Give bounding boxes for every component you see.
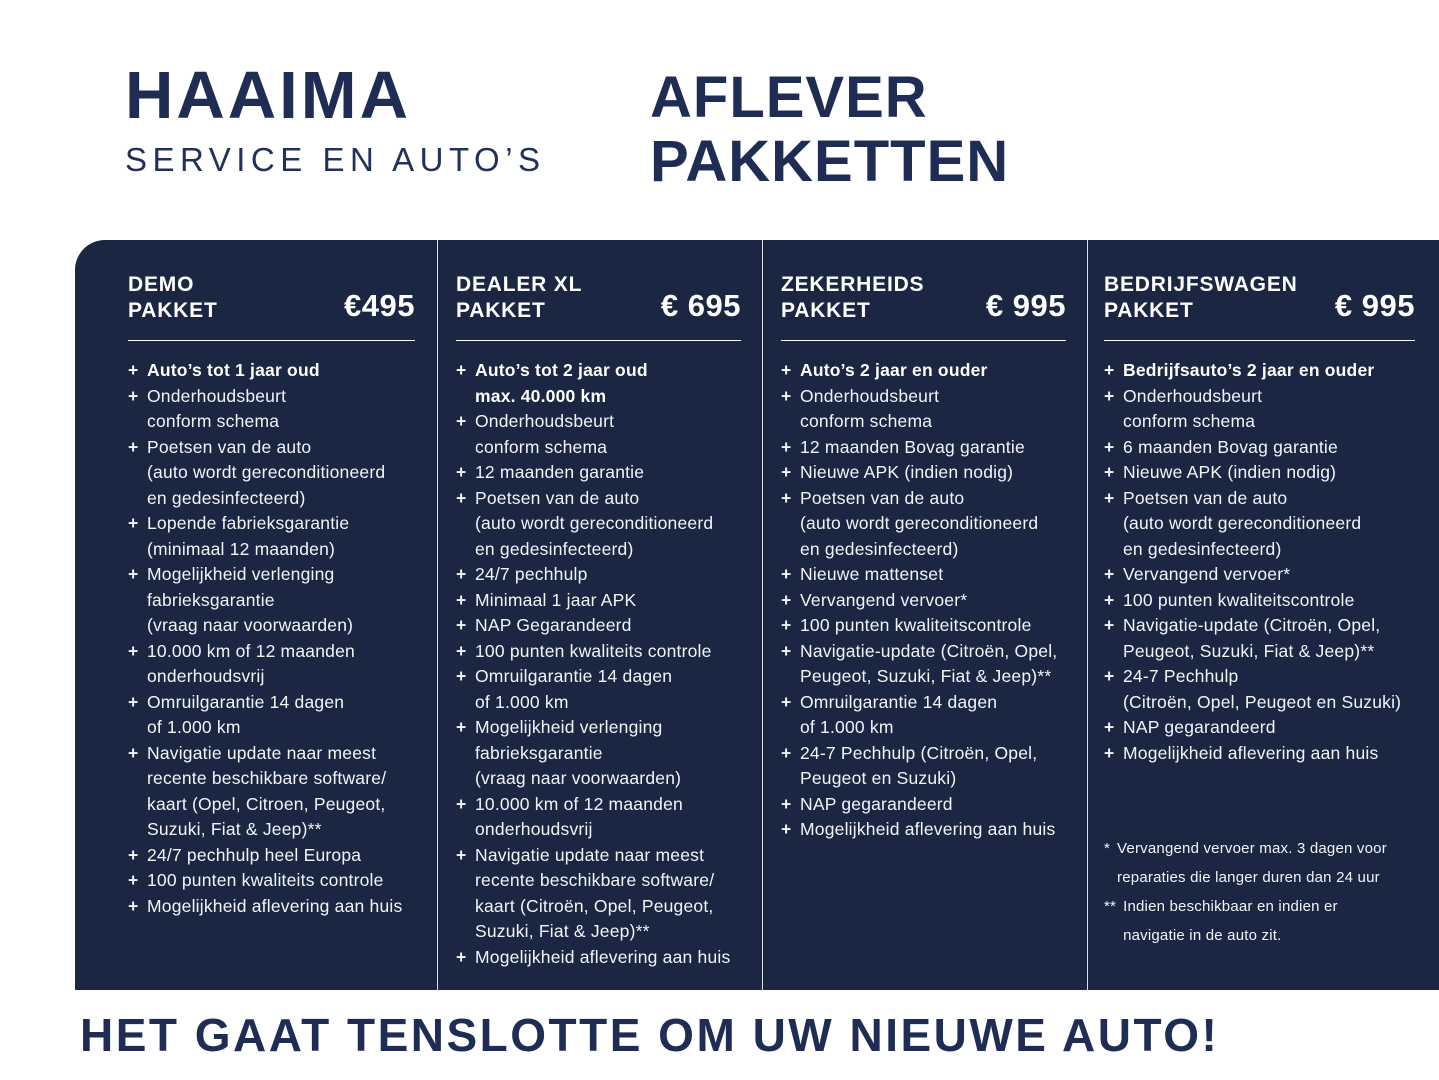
package-item-text: Navigatie-update (Citroën, Opel, Peugeot, Suzuki, Fiat & Jeep)** (800, 640, 1058, 686)
package-item-text: NAP Gegarandeerd (475, 615, 632, 635)
asterisk-marker: ** (1104, 898, 1117, 915)
package-header (1104, 272, 1415, 341)
package-item (456, 613, 741, 639)
plus-marker: + (781, 640, 792, 661)
package-item-text: 24-7 Pechhulp (Citroën, Opel, Peugeot en Suzuki) (1123, 666, 1402, 712)
package-title-line1: DEMO (128, 273, 195, 296)
package-item (128, 843, 415, 869)
package-title (1104, 272, 1298, 324)
plus-marker: + (1104, 615, 1115, 635)
package-item-text: NAP gegarandeerd (1123, 717, 1276, 737)
package-item-text: Vervangend vervoer* (1123, 564, 1291, 584)
plus-marker: + (456, 411, 467, 431)
package-item (128, 741, 415, 843)
plus-marker: + (1104, 360, 1115, 380)
package-item (456, 358, 741, 409)
package-item-text: 100 punten kwaliteits controle (147, 870, 384, 890)
package-item-text: Mogelijkheid aflevering aan huis (147, 895, 403, 916)
package-item (781, 588, 1066, 614)
package-item (456, 409, 741, 460)
plus-marker: + (781, 564, 792, 584)
package-item (128, 511, 415, 562)
package-item (781, 639, 1066, 690)
package-item-text: 10.000 km of 12 maanden onderhoudsvrij (147, 640, 355, 686)
package-item-text: Onderhoudsbeurt conform schema (147, 385, 287, 431)
footnote (1104, 892, 1415, 950)
package-item-text: Bedrijfsauto’s 2 jaar en ouder (1123, 360, 1375, 380)
package-column-dealer-xl (437, 240, 762, 990)
package-title-line2: PAKKET (781, 299, 871, 322)
plus-marker: + (128, 844, 139, 865)
package-item-text: Auto’s tot 2 jaar oud max. 40.000 km (475, 360, 648, 406)
package-item (128, 639, 415, 690)
package-item-text: Auto’s 2 jaar en ouder (800, 360, 988, 380)
plus-marker: + (781, 385, 792, 406)
plus-marker: + (1104, 462, 1115, 482)
package-item (456, 460, 741, 486)
package-item-text: Auto’s tot 1 jaar oud (147, 360, 320, 380)
package-item (1104, 358, 1415, 384)
package-header (128, 272, 415, 341)
package-item-text: Mogelijkheid aflevering aan huis (800, 819, 1056, 839)
plus-marker: + (456, 717, 467, 737)
plus-marker: + (456, 946, 467, 967)
package-item-list (128, 358, 415, 919)
plus-marker: + (1104, 487, 1115, 508)
package-item-text: Mogelijkheid verlenging fabrieksgarantie (vraag naar voorwaarden) (147, 564, 354, 635)
plus-marker: + (781, 819, 792, 839)
package-item-text: Mogelijkheid aflevering aan huis (475, 946, 731, 967)
package-item (1104, 741, 1415, 767)
package-item (1104, 664, 1415, 715)
package-item (781, 486, 1066, 563)
plus-marker: + (781, 487, 792, 508)
package-item-text: Navigatie-update (Citroën, Opel, Peugeot, Suzuki, Fiat & Jeep)** (1123, 615, 1381, 661)
package-item (456, 639, 741, 665)
package-item (456, 562, 741, 588)
package-item (128, 868, 415, 894)
package-item-text: 10.000 km of 12 maanden onderhoudsvrij (475, 793, 683, 839)
plus-marker: + (1104, 436, 1115, 457)
package-column-bedrijfswagen (1087, 240, 1439, 990)
package-item (781, 460, 1066, 486)
page-title (650, 66, 1009, 194)
footnote (1104, 834, 1415, 892)
plus-marker: + (456, 487, 467, 508)
package-price: € 695 (660, 288, 741, 323)
package-column-zekerheids (762, 240, 1087, 990)
plus-marker: + (456, 564, 467, 584)
package-item (456, 588, 741, 614)
package-item-text: Nieuwe APK (indien nodig) (800, 462, 1014, 482)
plus-marker: + (781, 360, 792, 380)
package-item-text: Poetsen van de auto (auto wordt gereconditioneerd en gedesinfecteerd) (1123, 487, 1362, 559)
package-item-text: 24/7 pechhulp heel Europa (147, 844, 362, 865)
plus-marker: + (128, 436, 139, 457)
plus-marker: + (456, 666, 467, 686)
package-item-text: Poetsen van de auto (auto wordt gereconditioneerd en gedesinfecteerd) (147, 436, 386, 508)
package-item (781, 690, 1066, 741)
plus-marker: + (1104, 385, 1115, 406)
package-item (781, 358, 1066, 384)
package-item (128, 384, 415, 435)
plus-marker: + (456, 589, 467, 610)
package-item-list (1104, 358, 1415, 766)
footnotes (1104, 834, 1415, 950)
package-item (456, 945, 741, 971)
package-item-text: 24/7 pechhulp (475, 564, 588, 584)
package-item-text: Poetsen van de auto (auto wordt gereconditioneerd en gedesinfecteerd) (800, 487, 1039, 559)
plus-marker: + (128, 640, 139, 661)
package-item-list (781, 358, 1066, 843)
package-item (781, 562, 1066, 588)
brand-logo (125, 58, 650, 178)
package-item-text: 6 maanden Bovag garantie (1123, 436, 1338, 457)
package-item-text: 24-7 Pechhulp (Citroën, Opel, Peugeot en Suzuki) (800, 742, 1038, 788)
plus-marker: + (456, 462, 467, 482)
page-header (0, 0, 1439, 240)
plus-marker: + (781, 462, 792, 482)
plus-marker: + (1104, 589, 1115, 610)
plus-marker: + (456, 844, 467, 865)
plus-marker: + (128, 870, 139, 890)
page-title-line2: PAKKETTEN (650, 129, 1010, 194)
package-item-text: Vervangend vervoer* (800, 589, 968, 610)
package-item (128, 894, 415, 920)
package-title-line2: PAKKET (456, 299, 546, 322)
package-item (1104, 613, 1415, 664)
asterisk-marker: * (1104, 840, 1111, 857)
plus-marker: + (128, 895, 139, 916)
plus-marker: + (128, 385, 139, 406)
plus-marker: + (128, 691, 139, 712)
package-title-line2: PAKKET (128, 299, 218, 322)
package-item (456, 843, 741, 945)
package-item (1104, 460, 1415, 486)
package-item-text: Omruilgarantie 14 dagen of 1.000 km (475, 666, 673, 712)
plus-marker: + (781, 691, 792, 712)
package-item-text: Mogelijkheid aflevering aan huis (1123, 742, 1379, 763)
package-item (456, 792, 741, 843)
package-item (781, 613, 1066, 639)
package-item-text: Omruilgarantie 14 dagen of 1.000 km (147, 691, 345, 737)
package-item-text: 100 punten kwaliteitscontrole (1123, 589, 1355, 610)
package-item (128, 690, 415, 741)
footnote-text: Indien beschikbaar en indien er navigatie in de auto zit. (1123, 898, 1338, 944)
plus-marker: + (781, 615, 792, 635)
package-item (781, 435, 1066, 461)
package-price: € 995 (985, 288, 1066, 323)
package-item (128, 358, 415, 384)
package-title-line2: PAKKET (1104, 299, 1194, 322)
footer-tagline: HET GAAT TENSLOTTE OM UW NIEUWE AUTO! (80, 1009, 1220, 1061)
package-item-list (456, 358, 741, 970)
package-item (1104, 588, 1415, 614)
package-header (781, 272, 1066, 341)
package-price: €495 (344, 288, 415, 323)
plus-marker: + (456, 615, 467, 635)
package-item (1104, 562, 1415, 588)
package-item (781, 817, 1066, 843)
package-title (128, 272, 218, 324)
package-item-text: 12 maanden Bovag garantie (800, 436, 1025, 457)
package-item (128, 562, 415, 639)
package-item-text: Poetsen van de auto (auto wordt gereconditioneerd en gedesinfecteerd) (475, 487, 714, 559)
package-item (781, 384, 1066, 435)
package-item-text: Lopende fabrieksgarantie (minimaal 12 maanden) (147, 513, 350, 559)
plus-marker: + (1104, 742, 1115, 763)
package-item-text: Navigatie update naar meest recente beschikbare software/ kaart (Opel, Citroen, Peugeot, Suzuki, Fiat & Jeep)** (147, 742, 387, 839)
package-item-text: Mogelijkheid verlenging fabrieksgarantie (vraag naar voorwaarden) (475, 717, 682, 788)
package-item (128, 435, 415, 512)
package-price: € 995 (1334, 288, 1415, 323)
packages-panel (75, 240, 1439, 990)
package-item-text: Onderhoudsbeurt conform schema (475, 411, 615, 457)
package-item (1104, 486, 1415, 563)
package-item (456, 664, 741, 715)
package-item-text: Nieuwe mattenset (800, 564, 944, 584)
page-title-line1: AFLEVER (650, 65, 928, 130)
package-item (1104, 435, 1415, 461)
plus-marker: + (456, 640, 467, 661)
package-header (456, 272, 741, 341)
plus-marker: + (781, 436, 792, 457)
brand-name: HAAIMA (125, 58, 411, 133)
package-title-line1: DEALER XL (456, 273, 583, 296)
package-item-text: 12 maanden garantie (475, 462, 645, 482)
package-item (781, 792, 1066, 818)
package-item-text: Onderhoudsbeurt conform schema (800, 385, 940, 431)
plus-marker: + (128, 360, 139, 380)
package-item-text: Navigatie update naar meest recente beschikbare software/ kaart (Citroën, Opel, Peugeot, Suzuki, Fiat & Jeep)** (475, 844, 715, 941)
package-item (781, 741, 1066, 792)
package-item (456, 486, 741, 563)
package-item-text: Nieuwe APK (indien nodig) (1123, 462, 1337, 482)
package-item-text: Minimaal 1 jaar APK (475, 589, 637, 610)
brand-tagline: SERVICE EN AUTO’S (125, 141, 546, 178)
plus-marker: + (781, 742, 792, 763)
package-title (456, 272, 582, 324)
plus-marker: + (128, 564, 139, 584)
package-item-text: NAP gegarandeerd (800, 793, 953, 814)
plus-marker: + (781, 589, 792, 610)
package-item-text: Onderhoudsbeurt conform schema (1123, 385, 1263, 431)
package-item-text: Omruilgarantie 14 dagen of 1.000 km (800, 691, 998, 737)
plus-marker: + (781, 793, 792, 814)
package-item (456, 715, 741, 792)
footnote-text: Vervangend vervoer max. 3 dagen voor reparaties die langer duren dan 24 uur (1117, 840, 1387, 886)
package-title (781, 272, 924, 324)
package-column-demo (75, 240, 437, 990)
plus-marker: + (1104, 564, 1115, 584)
package-title-line1: ZEKERHEIDS (781, 273, 925, 296)
plus-marker: + (456, 793, 467, 814)
package-item-text: 100 punten kwaliteits controle (475, 640, 712, 661)
package-item-text: 100 punten kwaliteitscontrole (800, 615, 1032, 635)
plus-marker: + (456, 360, 467, 380)
package-title-line1: BEDRIJFSWAGEN (1104, 273, 1298, 296)
package-item (1104, 715, 1415, 741)
plus-marker: + (128, 513, 139, 533)
package-item (1104, 384, 1415, 435)
plus-marker: + (128, 742, 139, 763)
plus-marker: + (1104, 717, 1115, 737)
plus-marker: + (1104, 666, 1115, 686)
